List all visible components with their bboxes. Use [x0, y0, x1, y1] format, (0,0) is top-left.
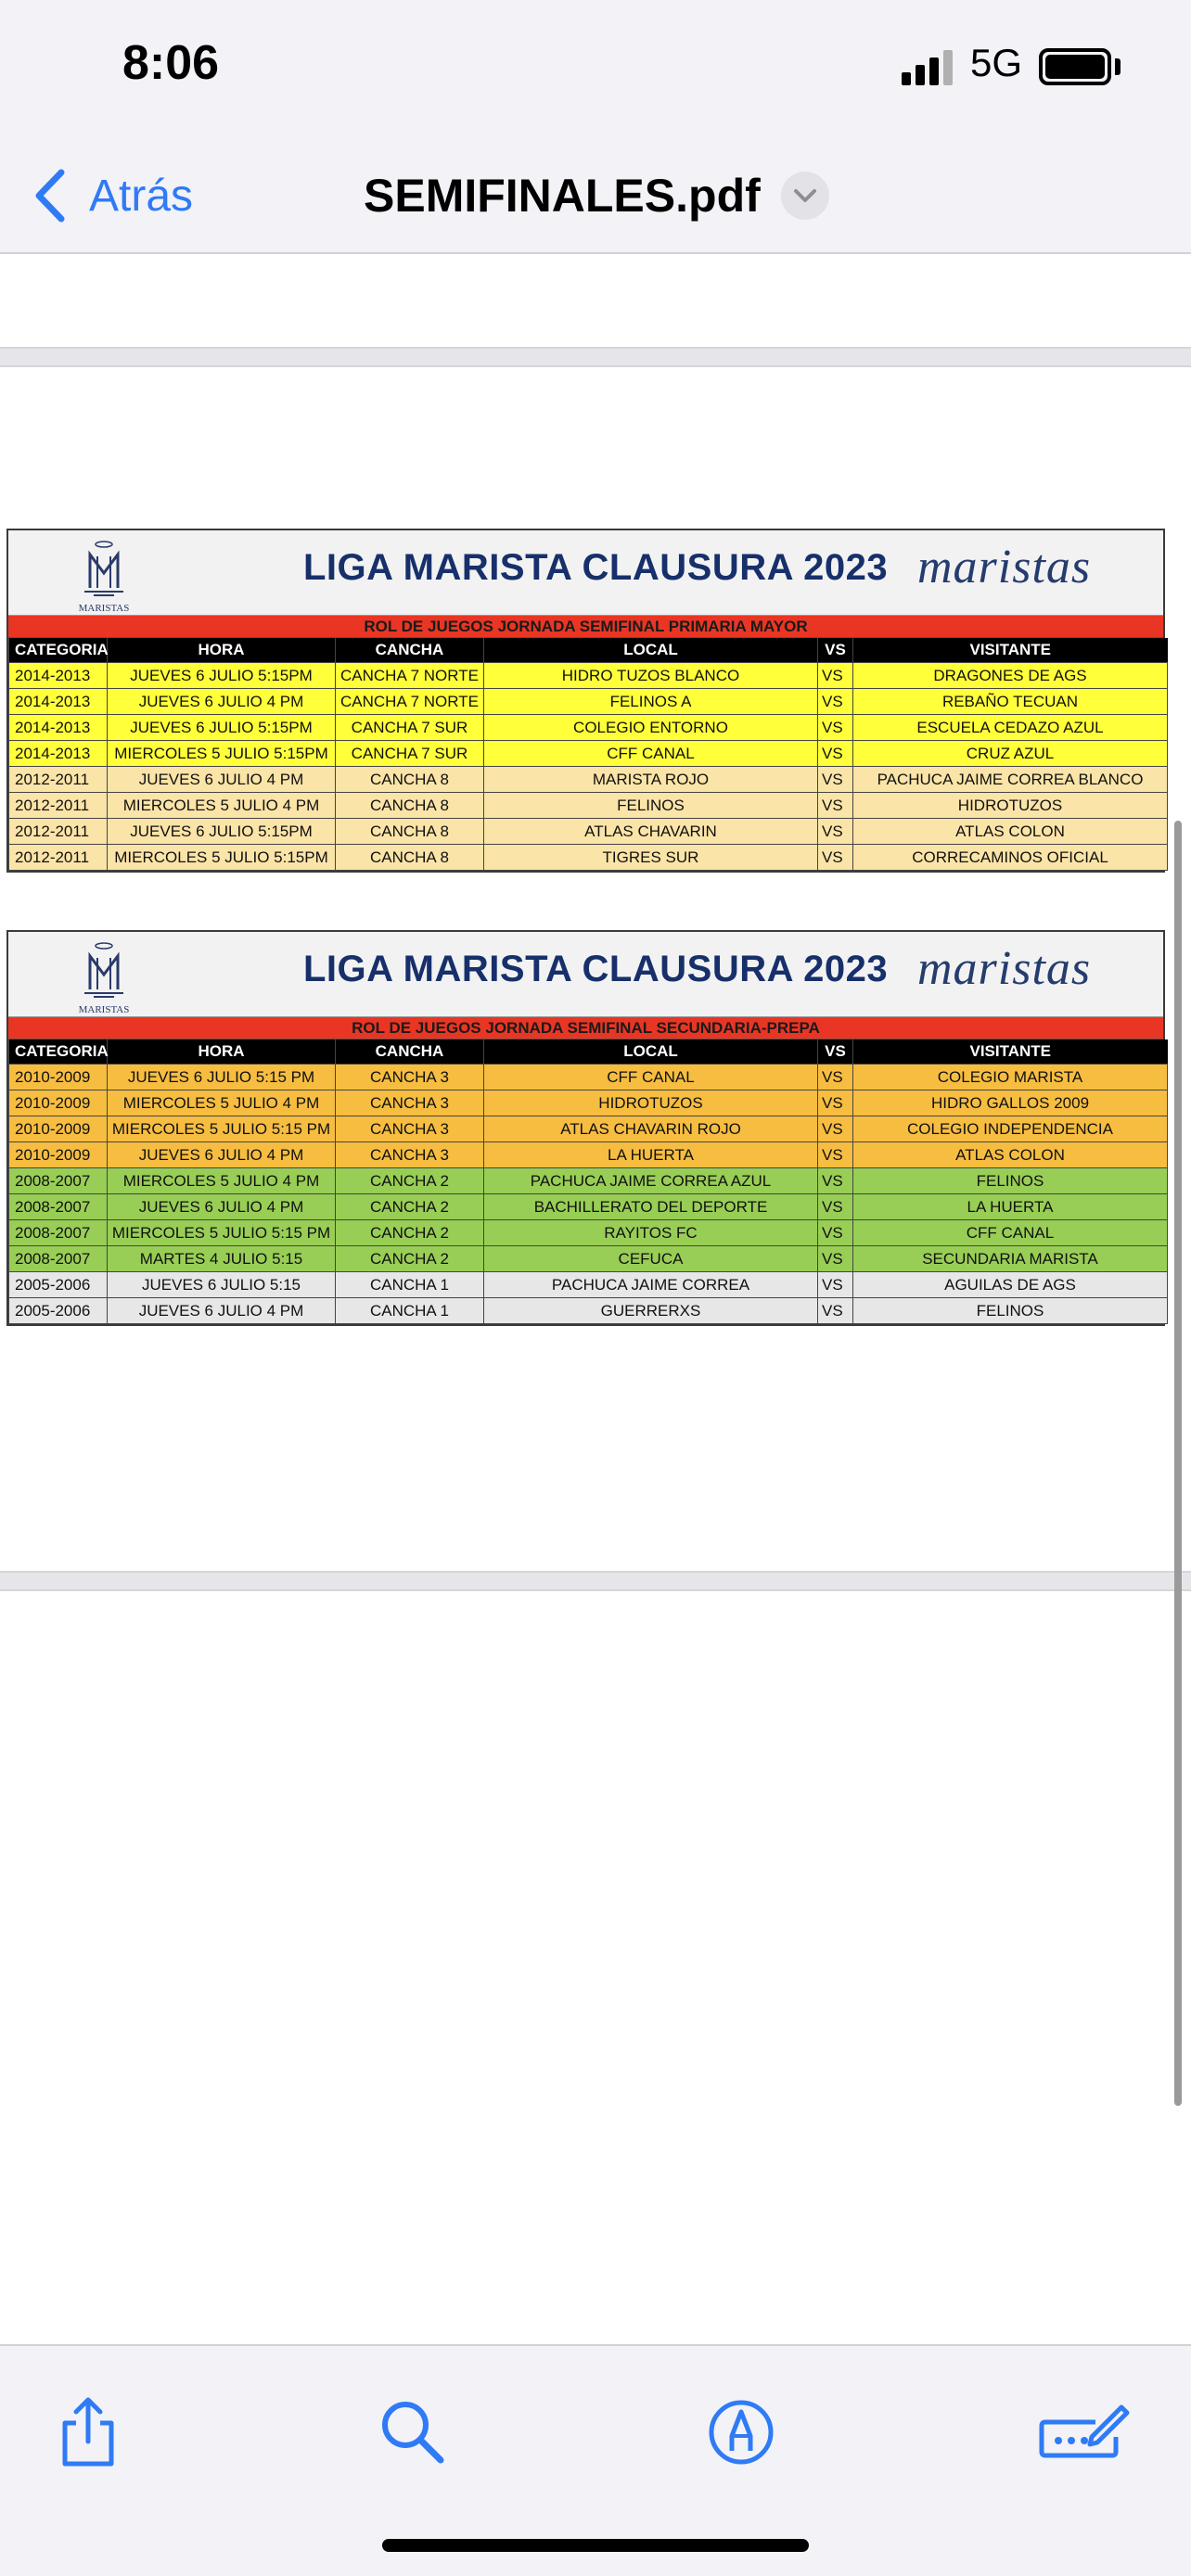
local-cell: HIDRO TUZOS BLANCO — [484, 663, 818, 689]
visitante-cell: PACHUCA JAIME CORREA BLANCO — [853, 767, 1168, 793]
vs-cell: VS — [818, 715, 853, 741]
schedule-header — [8, 932, 1163, 1017]
column-header-vs: VS — [818, 638, 853, 663]
league-title: LIGA MARISTA CLAUSURA 2023 — [303, 949, 889, 989]
categoria-cell: 2008-2007 — [9, 1246, 108, 1272]
cancha-cell: CANCHA 7 NORTE — [336, 663, 484, 689]
visitante-cell: CORRECAMINOS OFICIAL — [853, 845, 1168, 871]
vs-cell: VS — [818, 1142, 853, 1168]
visitante-cell: ATLAS COLON — [853, 1142, 1168, 1168]
search-icon — [376, 2395, 450, 2469]
categoria-cell: 2008-2007 — [9, 1168, 108, 1194]
local-cell: PACHUCA JAIME CORREA — [484, 1272, 818, 1298]
chevron-down-icon[interactable] — [781, 172, 829, 220]
column-header-vs: VS — [818, 1039, 853, 1065]
visitante-cell: CRUZ AZUL — [853, 741, 1168, 767]
cancha-cell: CANCHA 8 — [336, 793, 484, 819]
visitante-cell: HIDROTUZOS — [853, 793, 1168, 819]
hora-cell: JUEVES 6 JULIO 5:15PM — [108, 715, 336, 741]
column-header-local: LOCAL — [484, 638, 818, 663]
vs-cell: VS — [818, 1298, 853, 1324]
table-row — [9, 715, 1168, 741]
vs-cell: VS — [818, 1220, 853, 1246]
table-row — [9, 1194, 1168, 1220]
document-title: SEMIFINALES.pdf — [364, 170, 761, 222]
categoria-cell: 2010-2009 — [9, 1090, 108, 1116]
column-header-categoria: CATEGORIA — [9, 638, 108, 663]
visitante-cell: HIDRO GALLOS 2009 — [853, 1090, 1168, 1116]
categoria-cell: 2005-2006 — [9, 1272, 108, 1298]
hora-cell: MARTES 4 JULIO 5:15 — [108, 1246, 336, 1272]
vertical-scrollbar[interactable] — [1174, 821, 1182, 2106]
categoria-cell: 2008-2007 — [9, 1194, 108, 1220]
table-row — [9, 767, 1168, 793]
table-row — [9, 1298, 1168, 1324]
categoria-cell: 2012-2011 — [9, 845, 108, 871]
hora-cell: MIERCOLES 5 JULIO 5:15 PM — [108, 1220, 336, 1246]
categoria-cell: 2012-2011 — [9, 819, 108, 845]
table-header-row — [9, 638, 1168, 663]
maristas-logo-icon — [70, 538, 138, 612]
hora-cell: JUEVES 6 JULIO 5:15PM — [108, 819, 336, 845]
markup-icon — [704, 2395, 778, 2469]
column-header-hora: HORA — [108, 1039, 336, 1065]
table-row — [9, 663, 1168, 689]
table-row — [9, 1168, 1168, 1194]
cancha-cell: CANCHA 7 NORTE — [336, 689, 484, 715]
cancha-cell: CANCHA 7 SUR — [336, 741, 484, 767]
column-header-visitante: VISITANTE — [853, 1039, 1168, 1065]
vs-cell: VS — [818, 689, 853, 715]
local-cell: CFF CANAL — [484, 741, 818, 767]
table-row — [9, 1272, 1168, 1298]
share-button[interactable] — [46, 2391, 130, 2474]
cancha-cell: CANCHA 8 — [336, 767, 484, 793]
chevron-left-icon — [32, 167, 69, 224]
visitante-cell: SECUNDARIA MARISTA — [853, 1246, 1168, 1272]
navigation-bar — [0, 139, 1191, 254]
vs-cell: VS — [818, 1272, 853, 1298]
vs-cell: VS — [818, 1065, 853, 1090]
categoria-cell: 2012-2011 — [9, 767, 108, 793]
hora-cell: MIERCOLES 5 JULIO 4 PM — [108, 793, 336, 819]
vs-cell: VS — [818, 1194, 853, 1220]
page-separator — [0, 347, 1191, 367]
table-row — [9, 793, 1168, 819]
vs-cell: VS — [818, 663, 853, 689]
page-separator — [0, 1571, 1191, 1591]
vs-cell: VS — [818, 1090, 853, 1116]
vs-cell: VS — [818, 845, 853, 871]
share-icon — [56, 2395, 121, 2469]
hora-cell: JUEVES 6 JULIO 4 PM — [108, 1142, 336, 1168]
categoria-cell: 2014-2013 — [9, 741, 108, 767]
status-time: 8:06 — [122, 36, 220, 90]
local-cell: COLEGIO ENTORNO — [484, 715, 818, 741]
hora-cell: JUEVES 6 JULIO 4 PM — [108, 1194, 336, 1220]
vs-cell: VS — [818, 793, 853, 819]
vs-cell: VS — [818, 1246, 853, 1272]
cancha-cell: CANCHA 2 — [336, 1246, 484, 1272]
cancha-cell: CANCHA 3 — [336, 1090, 484, 1116]
brand-wordmark: maristas — [917, 942, 1092, 995]
logo-caption: MARISTAS — [78, 1004, 130, 1015]
schedule-subtitle: ROL DE JUEGOS JORNADA SEMIFINAL SECUNDARIA-PREPA — [8, 1017, 1163, 1039]
visitante-cell: ATLAS COLON — [853, 819, 1168, 845]
form-fill-button[interactable] — [1033, 2391, 1135, 2474]
form-fill-icon — [1038, 2400, 1131, 2465]
table-row — [9, 741, 1168, 767]
hora-cell: MIERCOLES 5 JULIO 5:15PM — [108, 845, 336, 871]
table-header-row — [9, 1039, 1168, 1065]
hora-cell: MIERCOLES 5 JULIO 4 PM — [108, 1090, 336, 1116]
local-cell: LA HUERTA — [484, 1142, 818, 1168]
cancha-cell: CANCHA 2 — [336, 1220, 484, 1246]
cancha-cell: CANCHA 1 — [336, 1298, 484, 1324]
visitante-cell: ESCUELA CEDAZO AZUL — [853, 715, 1168, 741]
vs-cell: VS — [818, 1168, 853, 1194]
visitante-cell: DRAGONES DE AGS — [853, 663, 1168, 689]
column-header-categoria: CATEGORIA — [9, 1039, 108, 1065]
categoria-cell: 2014-2013 — [9, 715, 108, 741]
league-title: LIGA MARISTA CLAUSURA 2023 — [303, 547, 889, 588]
cancha-cell: CANCHA 3 — [336, 1142, 484, 1168]
schedule-grid — [8, 1039, 1168, 1324]
local-cell: RAYITOS FC — [484, 1220, 818, 1246]
table-row — [9, 819, 1168, 845]
back-button[interactable] — [32, 163, 193, 228]
schedule-table-secundaria — [6, 930, 1165, 1326]
local-cell: ATLAS CHAVARIN ROJO — [484, 1116, 818, 1142]
visitante-cell: AGUILAS DE AGS — [853, 1272, 1168, 1298]
cancha-cell: CANCHA 3 — [336, 1116, 484, 1142]
cancha-cell: CANCHA 2 — [336, 1194, 484, 1220]
categoria-cell: 2010-2009 — [9, 1116, 108, 1142]
local-cell: CEFUCA — [484, 1246, 818, 1272]
cancha-cell: CANCHA 3 — [336, 1065, 484, 1090]
local-cell: ATLAS CHAVARIN — [484, 819, 818, 845]
battery-icon — [1039, 48, 1111, 85]
local-cell: HIDROTUZOS — [484, 1090, 818, 1116]
logo-caption: MARISTAS — [78, 603, 130, 614]
categoria-cell: 2005-2006 — [9, 1298, 108, 1324]
local-cell: FELINOS A — [484, 689, 818, 715]
local-cell: FELINOS — [484, 793, 818, 819]
hora-cell: JUEVES 6 JULIO 4 PM — [108, 689, 336, 715]
categoria-cell: 2014-2013 — [9, 663, 108, 689]
hora-cell: MIERCOLES 5 JULIO 4 PM — [108, 1168, 336, 1194]
network-type: 5G — [970, 41, 1023, 84]
categoria-cell: 2012-2011 — [9, 793, 108, 819]
column-header-cancha: CANCHA — [336, 1039, 484, 1065]
visitante-cell: CFF CANAL — [853, 1220, 1168, 1246]
categoria-cell: 2010-2009 — [9, 1142, 108, 1168]
hora-cell: MIERCOLES 5 JULIO 5:15 PM — [108, 1116, 336, 1142]
cancha-cell: CANCHA 7 SUR — [336, 715, 484, 741]
document-title-menu[interactable] — [364, 161, 829, 230]
column-header-hora: HORA — [108, 638, 336, 663]
hora-cell: JUEVES 6 JULIO 4 PM — [108, 1298, 336, 1324]
status-bar — [0, 0, 1191, 139]
categoria-cell: 2010-2009 — [9, 1065, 108, 1090]
local-cell: TIGRES SUR — [484, 845, 818, 871]
categoria-cell: 2014-2013 — [9, 689, 108, 715]
visitante-cell: FELINOS — [853, 1168, 1168, 1194]
pdf-document-area[interactable] — [0, 256, 1191, 2344]
schedule-table-primaria — [6, 529, 1165, 873]
table-row — [9, 1142, 1168, 1168]
vs-cell: VS — [818, 741, 853, 767]
hora-cell: JUEVES 6 JULIO 5:15PM — [108, 663, 336, 689]
visitante-cell: LA HUERTA — [853, 1194, 1168, 1220]
column-header-visitante: VISITANTE — [853, 638, 1168, 663]
markup-button[interactable] — [699, 2391, 783, 2474]
maristas-logo-icon — [70, 939, 138, 1014]
cellular-signal-icon — [902, 48, 954, 85]
categoria-cell: 2008-2007 — [9, 1220, 108, 1246]
search-button[interactable] — [371, 2391, 455, 2474]
schedule-grid — [8, 638, 1168, 871]
local-cell: MARISTA ROJO — [484, 767, 818, 793]
visitante-cell: FELINOS — [853, 1298, 1168, 1324]
visitante-cell: COLEGIO INDEPENDENCIA — [853, 1116, 1168, 1142]
cancha-cell: CANCHA 1 — [336, 1272, 484, 1298]
hora-cell: MIERCOLES 5 JULIO 5:15PM — [108, 741, 336, 767]
local-cell: GUERRERXS — [484, 1298, 818, 1324]
vs-cell: VS — [818, 1116, 853, 1142]
table-row — [9, 1220, 1168, 1246]
hora-cell: JUEVES 6 JULIO 5:15 PM — [108, 1065, 336, 1090]
table-row — [9, 1246, 1168, 1272]
visitante-cell: COLEGIO MARISTA — [853, 1065, 1168, 1090]
vs-cell: VS — [818, 819, 853, 845]
local-cell: CFF CANAL — [484, 1065, 818, 1090]
battery-tip — [1115, 58, 1121, 75]
column-header-cancha: CANCHA — [336, 638, 484, 663]
cancha-cell: CANCHA 8 — [336, 845, 484, 871]
home-indicator[interactable] — [382, 2539, 809, 2552]
visitante-cell: REBAÑO TECUAN — [853, 689, 1168, 715]
table-row — [9, 845, 1168, 871]
schedule-subtitle: ROL DE JUEGOS JORNADA SEMIFINAL PRIMARIA MAYOR — [8, 616, 1163, 638]
table-row — [9, 1116, 1168, 1142]
table-row — [9, 1065, 1168, 1090]
table-row — [9, 1090, 1168, 1116]
vs-cell: VS — [818, 767, 853, 793]
schedule-header — [8, 530, 1163, 616]
cancha-cell: CANCHA 2 — [336, 1168, 484, 1194]
brand-wordmark: maristas — [917, 541, 1092, 593]
column-header-local: LOCAL — [484, 1039, 818, 1065]
hora-cell: JUEVES 6 JULIO 4 PM — [108, 767, 336, 793]
local-cell: BACHILLERATO DEL DEPORTE — [484, 1194, 818, 1220]
cancha-cell: CANCHA 8 — [336, 819, 484, 845]
table-row — [9, 689, 1168, 715]
hora-cell: JUEVES 6 JULIO 5:15 — [108, 1272, 336, 1298]
local-cell: PACHUCA JAIME CORREA AZUL — [484, 1168, 818, 1194]
back-button-label: Atrás — [89, 171, 194, 221]
